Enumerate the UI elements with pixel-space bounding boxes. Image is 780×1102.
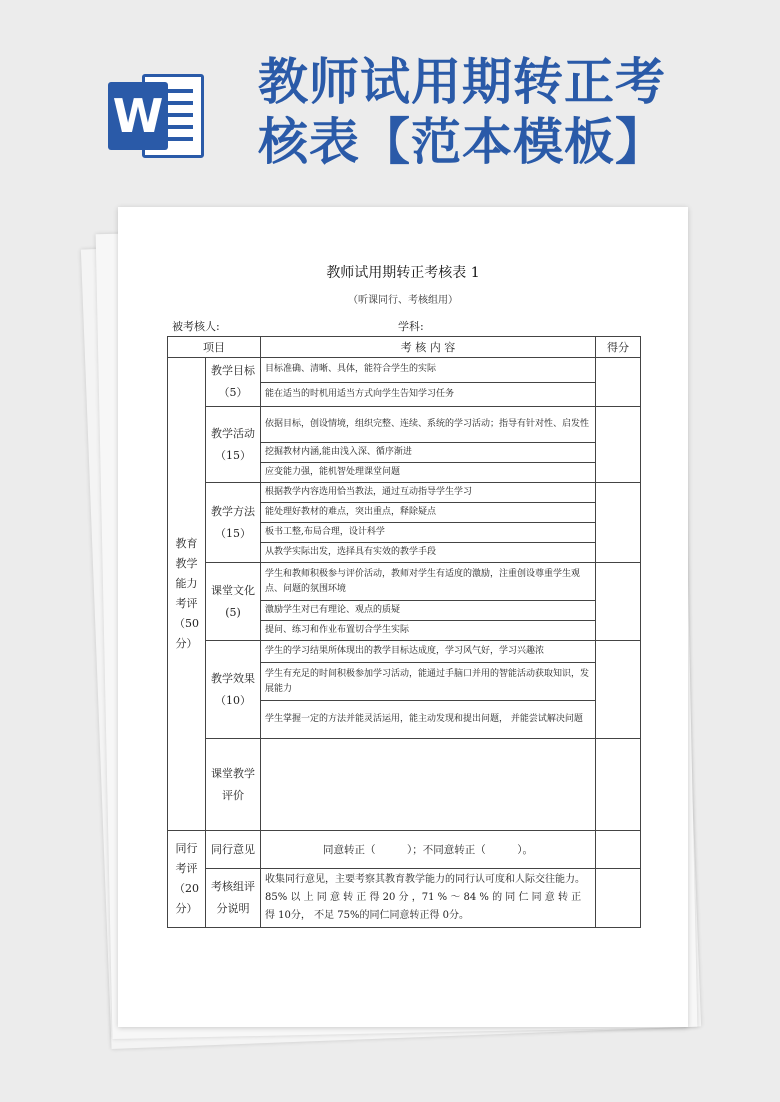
- header-item: 项目: [168, 337, 261, 358]
- header-score: 得分: [596, 337, 641, 358]
- criterion: 学生掌握一定的方法并能灵活运用，能主动发现和提出问题， 并能尝试解决问题: [261, 701, 596, 739]
- section-activity: 教学活动（15）: [206, 407, 261, 483]
- criterion: 激励学生对已有理论、观点的质疑: [261, 601, 596, 621]
- score-cell[interactable]: [596, 641, 641, 739]
- score-cell[interactable]: [596, 739, 641, 831]
- panel-explanation: 收集同行意见，主要考察其教育教学能力的同行认可度和人际交往能力。85% 以 上 同 意 转 正 得 20 分 ，71 % ～ 84 % 的 同 仁 同 意 转 正 得 10分， 不足 75%的同仁同意转正得 0分。: [261, 869, 596, 928]
- document-subtitle: （听课同行、考核组用）: [348, 295, 458, 306]
- table-row: [168, 869, 641, 928]
- criterion: 能处理好教材的难点，突出重点，释除疑点: [261, 503, 596, 523]
- score-cell[interactable]: [596, 358, 641, 407]
- category-peer: 同行考评（20分）: [168, 831, 206, 928]
- table-row: [168, 407, 641, 443]
- header-content: 考 核 内 容: [261, 337, 596, 358]
- document-title: 教师试用期转正考核表 1: [326, 265, 480, 281]
- section-classroom-evaluation: 课堂教学评价: [206, 739, 261, 831]
- peer-opinion-text[interactable]: 同意转正（ ）；不同意转正（ ）。: [261, 831, 596, 869]
- table-row: [168, 563, 641, 601]
- criterion: 应变能力强，能机智处理课堂问题: [261, 463, 596, 483]
- criterion: 根据教学内容选用恰当教法，通过互动指导学生学习: [261, 483, 596, 503]
- classroom-evaluation-content[interactable]: [261, 739, 596, 831]
- criterion: 提问、练习和作业布置切合学生实际: [261, 621, 596, 641]
- table-row: [168, 641, 641, 663]
- section-goal: 教学目标（5）: [206, 358, 261, 407]
- section-method: 教学方法（15）: [206, 483, 261, 563]
- criterion: 目标准确、清晰、具体，能符合学生的实际: [261, 358, 596, 383]
- score-cell[interactable]: [596, 483, 641, 563]
- score-cell[interactable]: [596, 869, 641, 928]
- criterion: 板书工整,布局合理，设计科学: [261, 523, 596, 543]
- section-effect: 教学效果（10）: [206, 641, 261, 739]
- table-row: [168, 483, 641, 503]
- section-culture: 课堂文化(5): [206, 563, 261, 641]
- panel-label: 考核组评分说明: [206, 869, 261, 928]
- criterion: 从教学实际出发，选择具有实效的教学手段: [261, 543, 596, 563]
- word-icon: [108, 68, 208, 164]
- evaluatee-label: 被考核人:: [172, 320, 220, 333]
- score-cell[interactable]: [596, 563, 641, 641]
- table-row: [168, 831, 641, 869]
- score-cell[interactable]: [596, 831, 641, 869]
- criterion: 能在适当的时机用适当方式向学生告知学习任务: [261, 382, 596, 407]
- peer-opinion-label: 同行意见: [206, 831, 261, 869]
- word-letter: W: [108, 82, 168, 150]
- subject-label: 学科:: [398, 320, 424, 333]
- table-row: [168, 739, 641, 831]
- criterion: 依据目标，创设情境，组织完整、连续、系统的学习活动；指导有针对性、启发性: [261, 407, 596, 443]
- score-cell[interactable]: [596, 407, 641, 483]
- evaluation-table: [167, 336, 641, 928]
- criterion: 学生的学习结果所体现出的教学目标达成度，学习风气好，学习兴趣浓: [261, 641, 596, 663]
- category-teaching: 教育教学能力考评（50分）: [168, 358, 206, 831]
- criterion: 学生和教师积极参与评价活动，教师对学生有适度的激励，注重创设尊重学生观点、问题的氛围环境: [261, 563, 596, 601]
- table-row: [168, 358, 641, 383]
- banner-title: 教师试用期转正考核表【范本模板】: [258, 53, 666, 171]
- criterion: 学生有充足的时间积极参加学习活动，能通过手脑口并用的智能活动获取知识，发展能力: [261, 663, 596, 701]
- criterion: 挖掘教材内涵,能由浅入深、循序渐进: [261, 443, 596, 463]
- table-header-row: [168, 337, 641, 358]
